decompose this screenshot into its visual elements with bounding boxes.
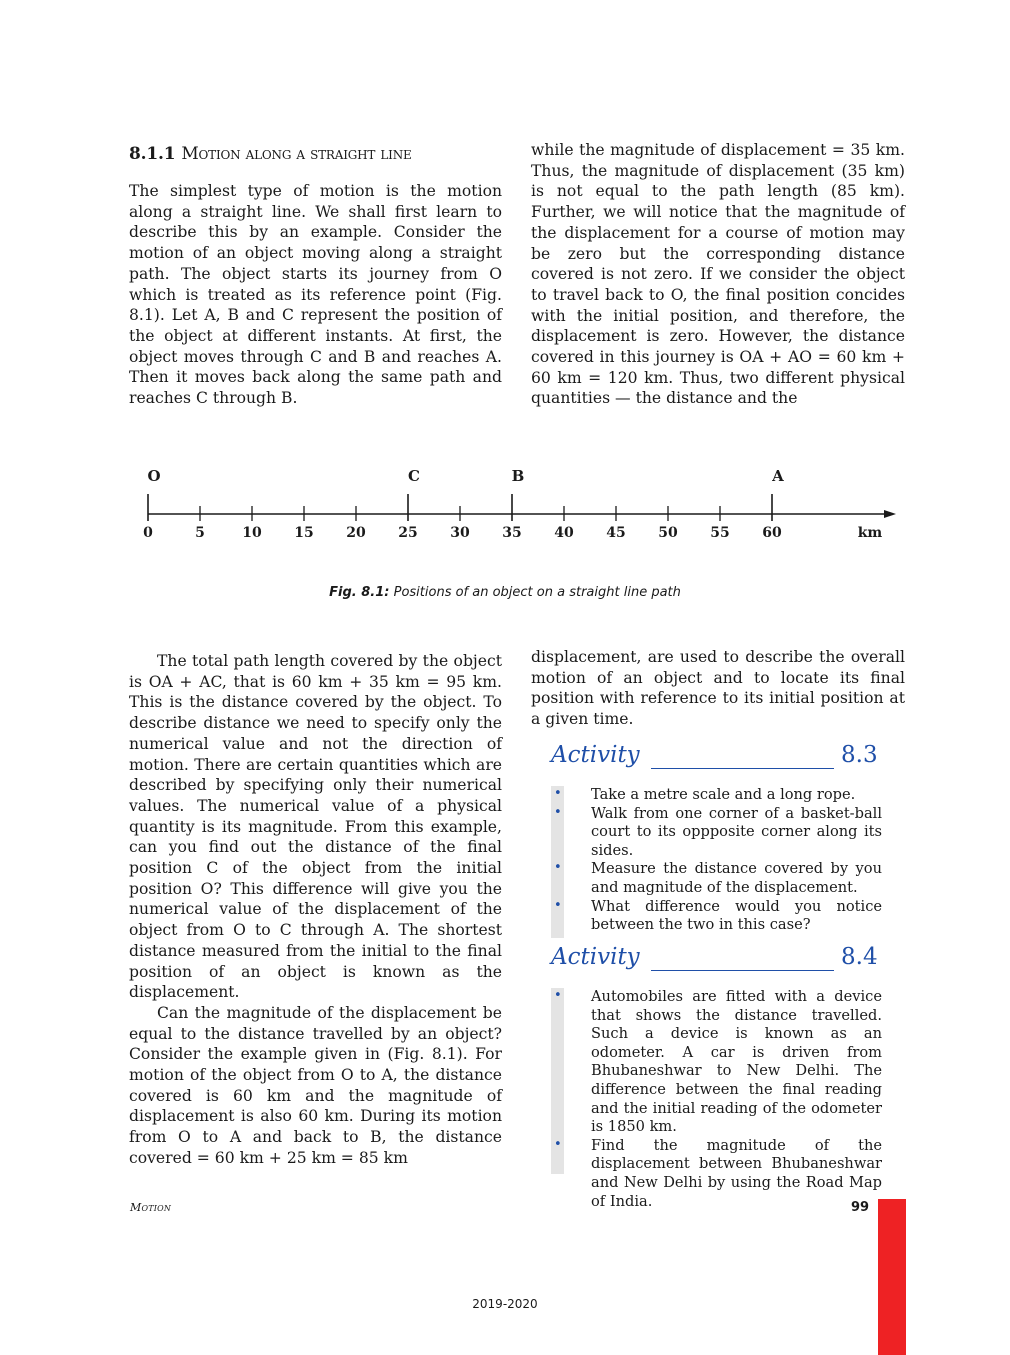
list-item	[551, 988, 882, 1137]
point-label: O	[147, 467, 161, 485]
figure-caption-text: Positions of an object on a straight line path	[393, 585, 681, 600]
figure-caption	[0, 585, 1010, 600]
bullet-icon: •	[554, 860, 562, 876]
column-bottom-right	[531, 647, 905, 730]
list-item-text: Measure the distance covered by you and magnitude of the displacement.	[591, 860, 882, 896]
number-line-svg	[130, 462, 910, 562]
section-heading	[129, 144, 412, 164]
paragraph: The simplest type of motion is the motion along a straight line. We shall first learn to describe this by an example. Consider the motion of an object moving along a straight path. The object starts its journey from O which is treated as its reference point (Fig. 8.1). Let A, B and C represent the position of the object at different instants. At first, the object moves through C and B and reaches A. Then it moves back along the same path and reaches C through B.	[129, 182, 502, 408]
activity-label: Activity	[551, 944, 640, 970]
tick-label: 20	[346, 525, 366, 541]
list-item-text: Take a metre scale and a long rope.	[591, 786, 856, 803]
tick-label: 60	[762, 525, 782, 541]
point-label: B	[511, 467, 525, 485]
column-top-left	[129, 181, 502, 409]
activity-8-3-list	[551, 786, 882, 935]
activity-number: 8.3	[841, 742, 878, 768]
number-line-arrowhead	[884, 510, 896, 518]
section-number: 8.1.1	[129, 144, 176, 164]
page-number: 99	[851, 1200, 870, 1215]
paragraph: while the magnitude of displacement = 35 km. Thus, the magnitude of displacement (35 km) is not equal to the path length (85 km). Further, we will notice that the magnitude of the displacement for a course of motion may be zero but the corresponding distance covered is not zero. If we consider the object to travel back to O, the final position concides with the initial position, and therefore, the displacement is zero. However, the distance covered in this journey is OA + AO = 60 km + 60 km = 120 km. Thus, two different physical quantities — the distance and the	[531, 141, 905, 408]
tick-label: 55	[710, 525, 730, 541]
tick-label: 45	[606, 525, 626, 541]
footer-year: 2019-2020	[472, 1297, 538, 1311]
bullet-icon: •	[554, 804, 562, 820]
column-bottom-left	[129, 651, 502, 1169]
column-top-right	[531, 140, 905, 409]
activity-8-4-list	[551, 988, 882, 1211]
activity-rule	[651, 768, 834, 769]
list-item	[551, 1137, 882, 1211]
activity-8-4-heading	[551, 944, 881, 978]
figure-caption-label: Fig. 8.1:	[329, 585, 390, 600]
list-item	[551, 860, 882, 897]
bullet-icon: •	[554, 1136, 562, 1152]
point-label: A	[772, 467, 784, 485]
list-item-text: Automobiles are fitted with a device that shows the distance travelled. Such a device is known as an odometer. A car is driven from Bhubaneshwar to New Delhi. The difference between the final reading and the initial reading of the odometer is 1850 km.	[591, 988, 882, 1136]
unit-label: km	[857, 525, 883, 541]
tick-label: 10	[242, 525, 262, 541]
activity-8-3-heading	[551, 742, 881, 776]
point-label: C	[408, 467, 420, 485]
tick-label: 5	[195, 525, 205, 541]
footer-chapter: Motion	[130, 1201, 172, 1214]
paragraph: displacement, are used to describe the overall motion of an object and to locate its final position with reference to its initial position at a given time.	[531, 648, 905, 729]
tick-label: 0	[143, 525, 153, 541]
tick-label: 25	[398, 525, 418, 541]
list-item-text: Walk from one corner of a basket-ball court to its oppposite corner along its sides.	[591, 804, 882, 859]
bullet-icon: •	[554, 786, 562, 801]
list-item-text: What difference would you notice between the two in this case?	[591, 897, 882, 934]
list-item	[551, 898, 882, 935]
paragraph-2: Can the magnitude of the displacement be equal to the distance travelled by an object? Consider the example given in (Fig. 8.1). For motion of the object from O to A, the distance covered is 60 km and the magnitude of displacement is also 60 km. During its motion from O to A and back to B, the distance covered = 60 km + 25 km = 85 km	[129, 1003, 502, 1167]
page-edge-tab	[878, 1199, 906, 1355]
activity-rule	[651, 970, 834, 971]
section-title: Motion along a straight line	[181, 144, 412, 164]
tick-label: 15	[294, 525, 314, 541]
activity-number: 8.4	[841, 944, 878, 970]
list-item	[551, 786, 882, 805]
paragraph-1: The total path length covered by the object is OA + AC, that is 60 km + 35 km = 95 km. This is the distance covered by the object. To describe distance we need to specify only the numerical value and not the direction of motion. There are certain quantities which are described by specifying only their numerical values. The numerical value of a physical quantity is its magnitude. From this example, can you find out the distance of the final position C of the object from the initial position O? This difference will give you the numerical value of the displacement of the object from O to C through A. The shortest distance measured from the initial to the final position of an object is known as the displacement.	[129, 652, 502, 1002]
activity-label: Activity	[551, 742, 640, 768]
bullet-icon: •	[554, 988, 562, 1003]
tick-label: 40	[554, 525, 574, 541]
list-item-text: Find the magnitude of the displacement between Bhubaneshwar and New Delhi by using the Road Map of India.	[591, 1136, 882, 1210]
list-item	[551, 805, 882, 861]
tick-label: 50	[658, 525, 678, 541]
tick-label: 30	[450, 525, 470, 541]
figure-number-line	[130, 462, 910, 562]
bullet-icon: •	[554, 897, 562, 913]
tick-label: 35	[502, 525, 522, 541]
